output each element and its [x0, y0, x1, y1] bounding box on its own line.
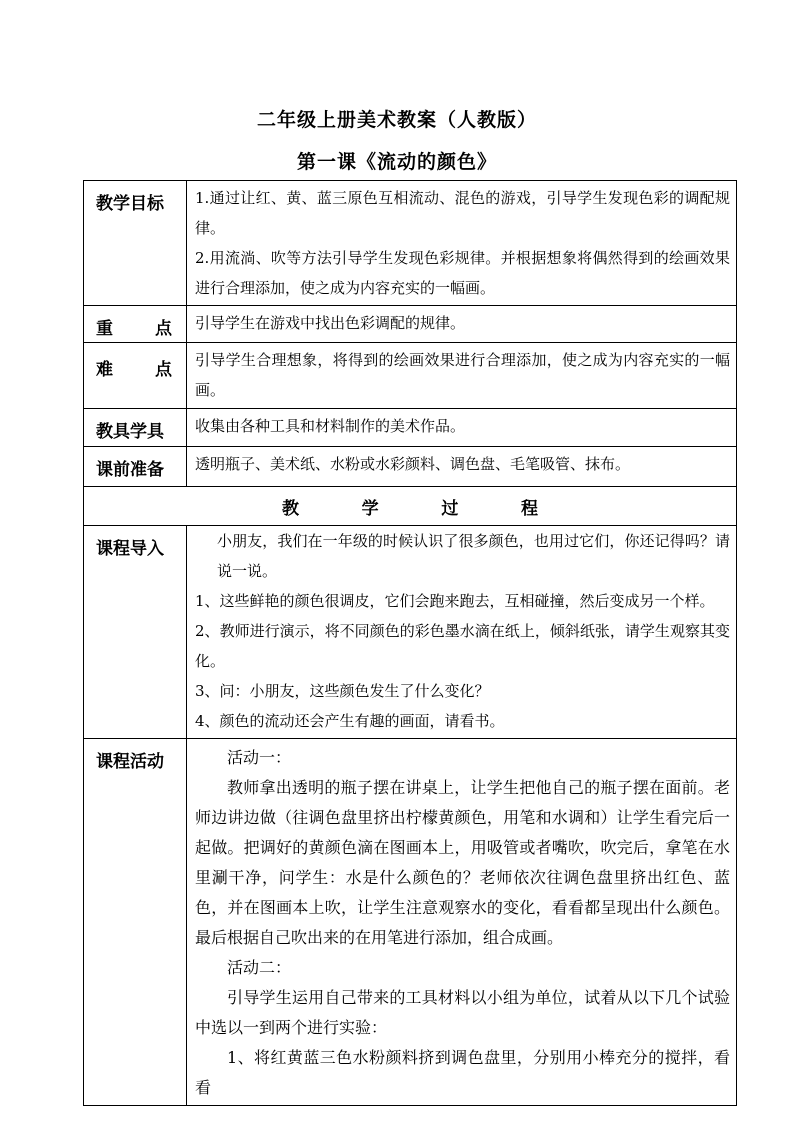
key-points-label: [84, 306, 187, 343]
key-points-content: 引导学生在游戏中找出色彩调配的规律。: [187, 306, 737, 343]
objectives-label: 教学目标: [84, 181, 187, 306]
document-title: 二年级上册美术教案（人教版）: [256, 109, 537, 131]
difficulties-row: [84, 343, 737, 409]
difficulties-label: [84, 343, 187, 409]
intro-line-0: 小朋友，我们在一年级的时候认识了很多颜色，也用过它们，你还记得吗？请说一说。: [217, 532, 730, 580]
objectives-row: [84, 181, 737, 306]
activities-content: [187, 739, 737, 1106]
objective-1: 1.通过让红、黄、蓝三原色互相流动、混色的游戏，引导学生发现色彩的调配规律。: [195, 189, 730, 237]
objective-2: 2.用流淌、吹等方法引导学生发现色彩规律。并根据想象将偶然得到的绘画效果进行合理添加，使之成为内容充实的一幅画。: [195, 249, 730, 297]
activities-label: 课程活动: [84, 739, 187, 1106]
intro-line-2: 2、教师进行演示，将不同颜色的彩色墨水滴在纸上，倾斜纸张，请学生观察其变化。: [195, 622, 730, 670]
activity-2-heading: 活动二：: [227, 958, 292, 977]
activity-1-text: 教师拿出透明的瓶子摆在讲桌上，让学生把他自己的瓶子摆在面前。老师边讲边做（往调色盘里挤出柠檬黄颜色，用笔和水调和）让学生看完后一起做。把调好的黄颜色滴在图画本上，用吸管或者嘴吹，吹完后，拿笔在水里涮干净，问学生：水是什么颜色的？老师依次往调色盘里挤出红色、蓝色，并在图画本上吹，让学生注意观察水的变化，看看都呈现出什么颜色。最后根据自己吹出来的在用笔进行添加，组合成画。: [195, 778, 730, 947]
preparation-label: 课前准备: [84, 447, 187, 487]
key-points-label-char-2: 点: [155, 319, 172, 339]
intro-line-1: 1、这些鲜艳的颜色很调皮，它们会跑来跑去，互相碰撞，然后变成另一个样。: [195, 592, 715, 610]
activity-1-heading: 活动一：: [227, 748, 292, 767]
lesson-title: 第一课《流动的颜色》: [296, 151, 497, 173]
key-points-label-char-1: 重: [96, 319, 113, 339]
intro-row: [84, 526, 737, 739]
activity-2-step-1: 1、将红黄蓝三色水粉颜料挤到调色盘里，分别用小棒充分的搅拌，看看: [195, 1048, 730, 1097]
intro-content: [187, 526, 737, 739]
objectives-content: [187, 181, 737, 306]
process-header-char-3: 过: [441, 498, 459, 519]
activities-row: [84, 739, 737, 1106]
key-points-row: [84, 306, 737, 343]
preparation-content: 透明瓶子、美术纸、水粉或水彩颜料、调色盘、毛笔吸管、抹布。: [187, 447, 737, 487]
difficulties-label-char-1: 难: [96, 360, 113, 380]
intro-line-4: 4、颜色的流动还会产生有趣的画面，请看书。: [195, 712, 505, 730]
preparation-row: [84, 447, 737, 487]
difficulties-content: 引导学生合理想象，将得到的绘画效果进行合理添加，使之成为内容充实的一幅画。: [187, 343, 737, 409]
process-header-char-4: 程: [520, 498, 538, 519]
materials-content: 收集由各种工具和材料制作的美术作品。: [187, 409, 737, 447]
lesson-plan-table: [83, 180, 737, 1106]
activity-2-text: 引导学生运用自己带来的工具材料以小组为单位，试着从以下几个试验中选以一到两个进行实验：: [195, 988, 730, 1037]
materials-row: [84, 409, 737, 447]
materials-label: 教具学具: [84, 409, 187, 447]
difficulties-label-char-2: 点: [155, 360, 172, 380]
intro-label: 课程导入: [84, 526, 187, 739]
process-header-char-2: 学: [361, 498, 379, 519]
process-header-char-1: 教: [282, 498, 299, 519]
process-header-row: [84, 487, 737, 526]
process-header: [84, 487, 737, 526]
intro-line-3: 3、问：小朋友，这些颜色发生了什么变化？: [195, 682, 490, 700]
